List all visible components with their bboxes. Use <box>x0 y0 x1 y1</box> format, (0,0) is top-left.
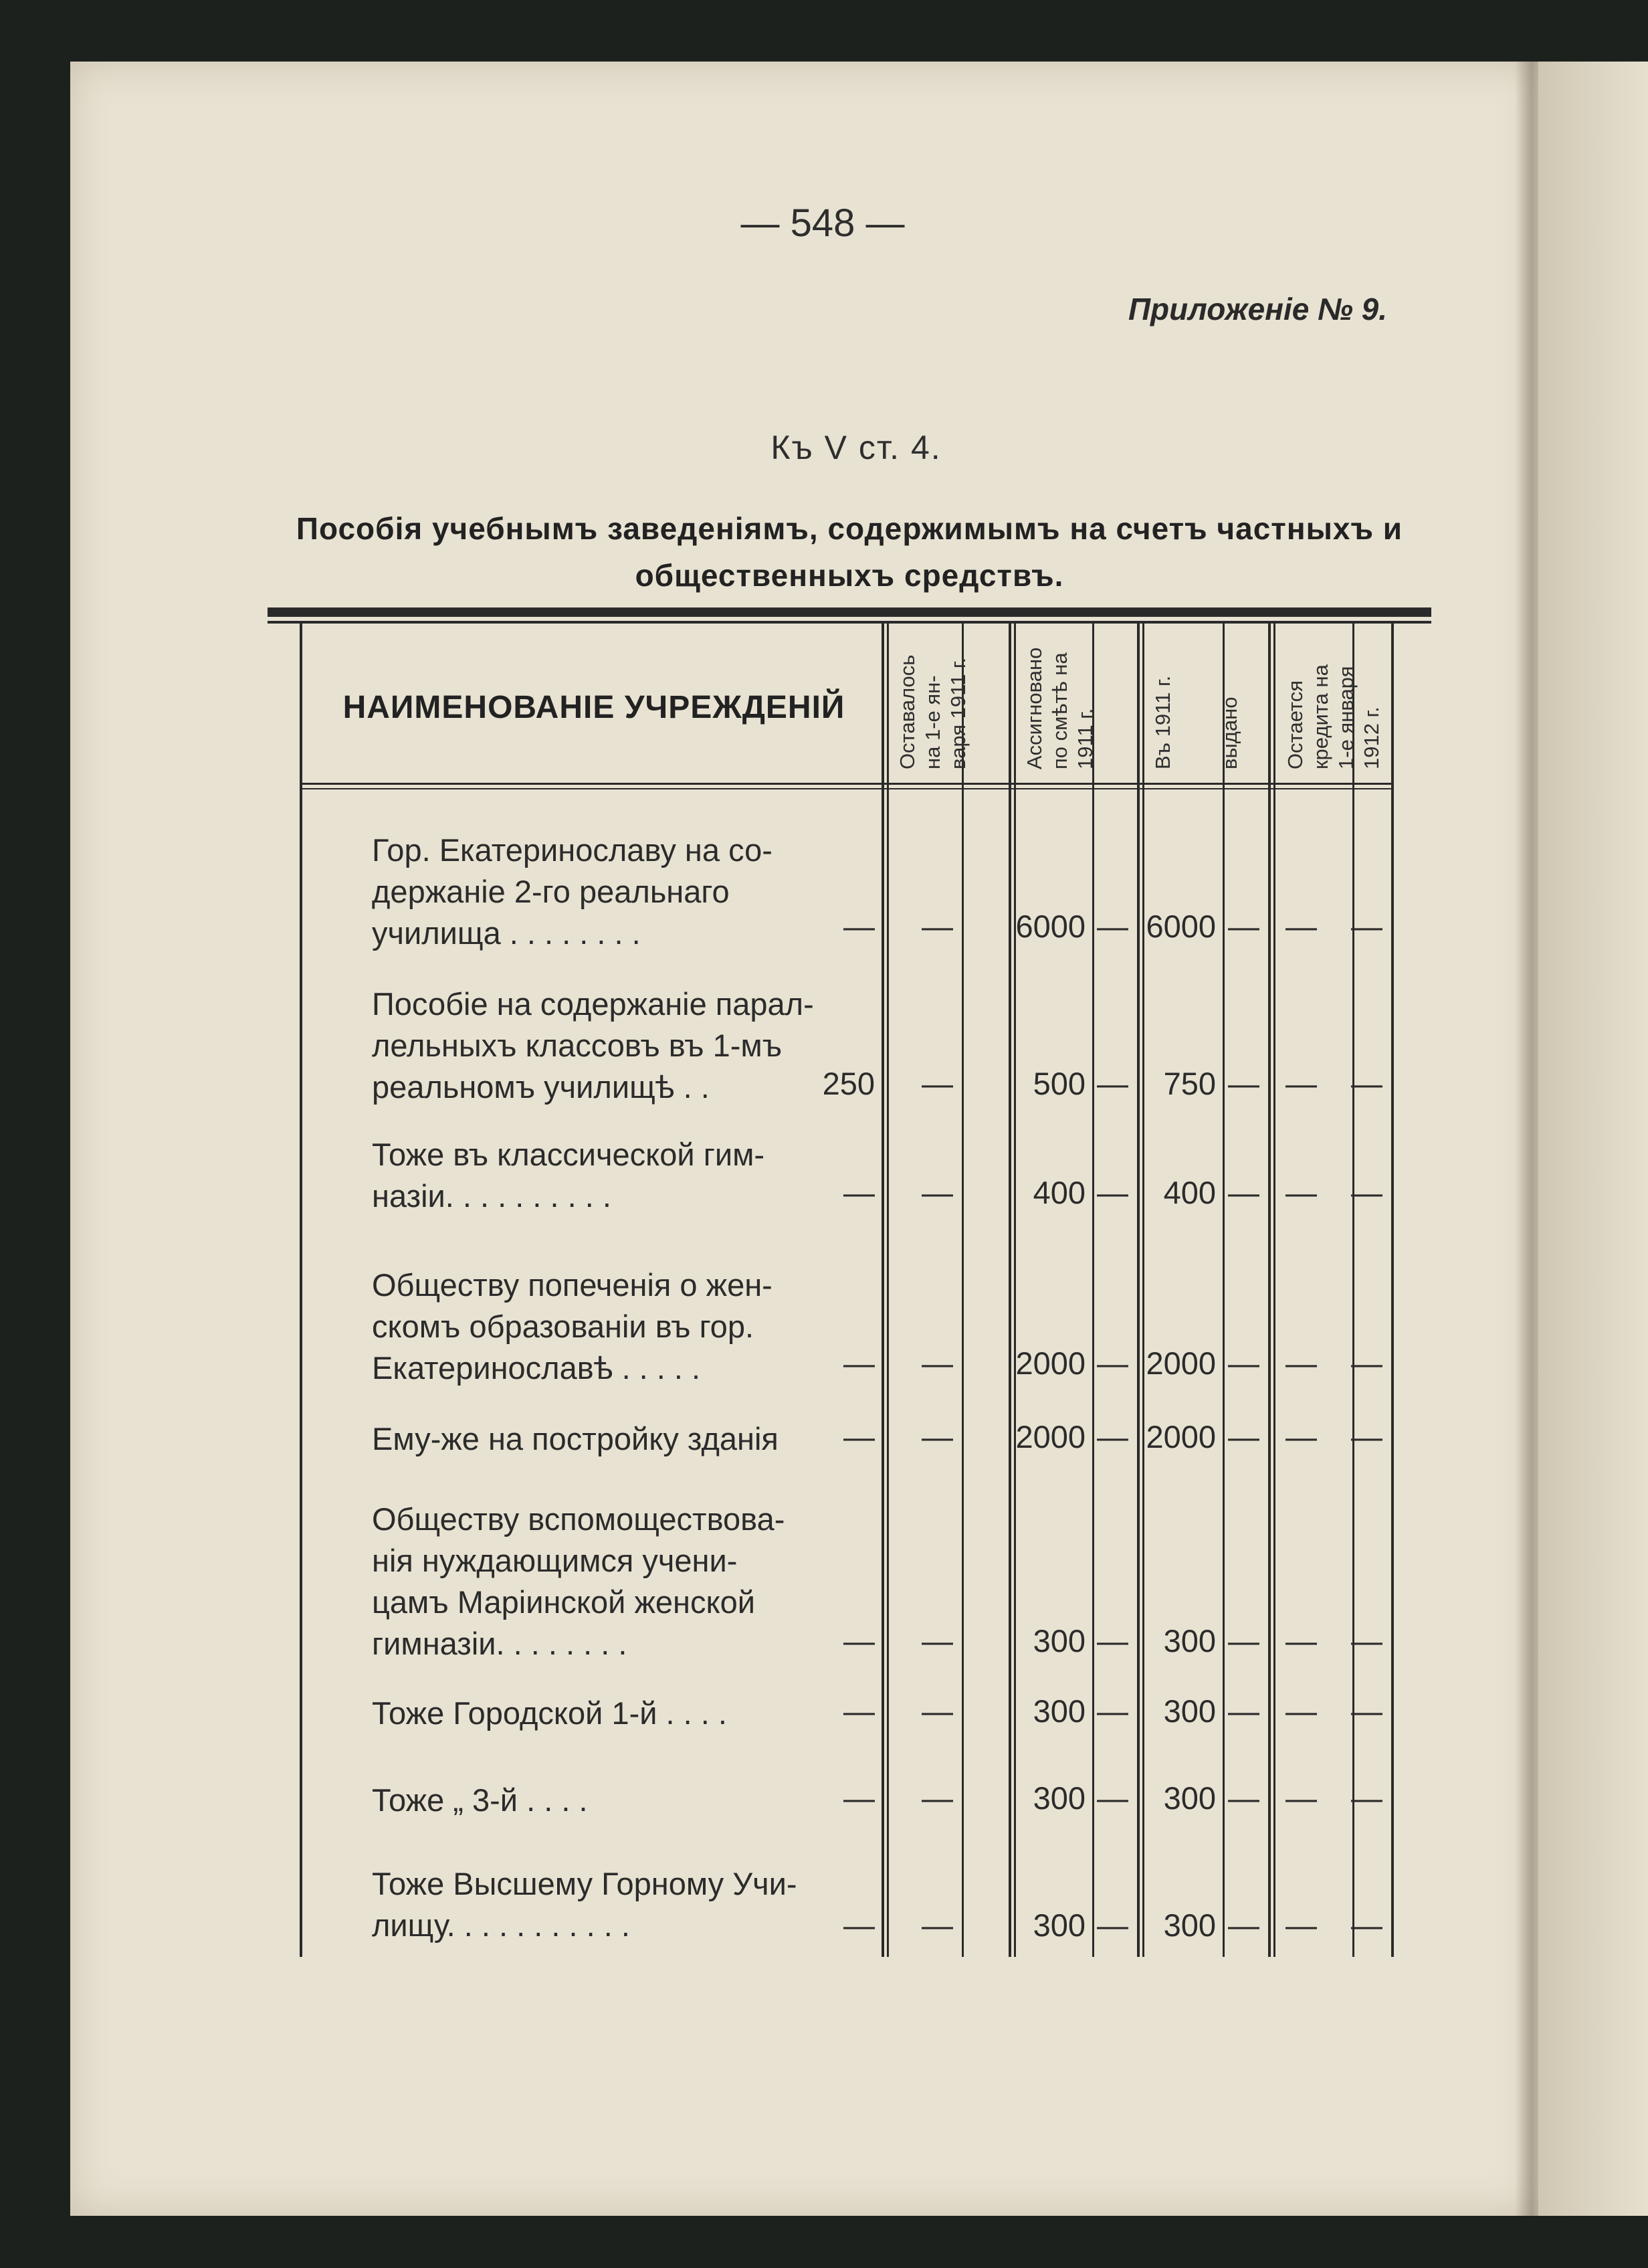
cell-remaining-1911: — <box>843 909 875 944</box>
cell-assigned: 300 <box>1033 1623 1086 1659</box>
row-label-line: Екатеринославѣ . . . . . <box>372 1350 701 1386</box>
cell-issued-k: — <box>1228 1780 1259 1816</box>
column-header: Ассигновано по смѣтѣ на 1911 г. <box>1023 647 1097 769</box>
cell-remaining-1911: — <box>843 1175 875 1210</box>
table-column-rule <box>1391 624 1394 1957</box>
cell-issued-k: — <box>1228 1907 1259 1943</box>
cell-assigned: 300 <box>1033 1780 1086 1816</box>
row-label-line: реальномъ училищѣ . . <box>372 1069 710 1105</box>
table-column-rule <box>1223 624 1225 1957</box>
row-label <box>372 1780 863 1821</box>
column-header: Въ 1911 г. <box>1151 675 1174 769</box>
table-column-rule <box>1142 624 1144 1957</box>
table-column-rule <box>1352 624 1354 1957</box>
cell-assigned: 400 <box>1033 1175 1086 1210</box>
row-label <box>372 983 863 1108</box>
table-top-rule <box>268 607 1431 617</box>
cell-assigned-k: — <box>1097 909 1128 944</box>
article-reference: Къ V ст. 4. <box>770 429 942 466</box>
cell-remaining-1912: — <box>1285 1066 1317 1101</box>
cell-issued-k: — <box>1228 1066 1259 1101</box>
cell-issued: 400 <box>1163 1175 1216 1210</box>
row-label-line: Ему-же на постройку зданія <box>372 1421 779 1456</box>
cell-assigned-k: — <box>1097 1623 1128 1659</box>
cell-remaining-1911: — <box>843 1419 875 1454</box>
cell-issued-k: — <box>1228 1345 1259 1381</box>
cell-remaining-1911-k: — <box>922 1623 953 1659</box>
cell-issued-k: — <box>1228 1693 1259 1729</box>
row-label <box>372 1134 863 1217</box>
row-label-line: Обществу попеченія о жен- <box>372 1267 772 1303</box>
cell-assigned-k: — <box>1097 1693 1128 1729</box>
row-label <box>372 830 863 954</box>
row-label-line: цамъ Маріинской женской <box>372 1584 755 1620</box>
row-label-line: лищу. . . . . . . . . . . <box>372 1907 630 1943</box>
cell-remaining-1911: — <box>843 1780 875 1816</box>
cell-remaining-1912-k: — <box>1351 909 1382 944</box>
table-column-rule <box>1014 624 1016 1957</box>
cell-assigned-k: — <box>1097 1780 1128 1816</box>
cell-remaining-1912-k: — <box>1351 1780 1382 1816</box>
row-label-line: гимназіи. . . . . . . . <box>372 1626 627 1661</box>
column-header: Остается кредита на 1-е января 1912 г. <box>1283 664 1383 769</box>
cell-remaining-1912: — <box>1285 1780 1317 1816</box>
cell-issued: 750 <box>1163 1066 1216 1101</box>
table-column-rule <box>1137 624 1140 1957</box>
table-column-rule <box>1009 624 1011 1957</box>
row-label-line: Пособіе на содержаніе парал- <box>372 986 814 1022</box>
cell-remaining-1911-k: — <box>922 1907 953 1943</box>
row-label <box>372 1264 863 1389</box>
cell-remaining-1912: — <box>1285 1693 1317 1729</box>
row-label-line: Обществу вспомоществова- <box>372 1501 785 1537</box>
row-label-line: скомъ образованіи въ гор. <box>372 1309 754 1344</box>
heading-line-2: общественныхъ средствъ. <box>635 558 1064 593</box>
row-label-line: Тоже Высшему Горному Учи- <box>372 1866 797 1901</box>
cell-remaining-1911-k: — <box>922 1345 953 1381</box>
cell-remaining-1911: — <box>843 1693 875 1729</box>
cell-remaining-1912: — <box>1285 1907 1317 1943</box>
table-column-rule <box>1092 624 1094 1957</box>
table-column-rule <box>1273 624 1275 1957</box>
cell-remaining-1912-k: — <box>1351 1345 1382 1381</box>
cell-assigned: 300 <box>1033 1907 1086 1943</box>
cell-remaining-1911-k: — <box>922 1066 953 1101</box>
facing-page <box>1538 62 1648 2216</box>
cell-remaining-1911: — <box>843 1345 875 1381</box>
cell-assigned: 6000 <box>1015 909 1086 944</box>
heading-line-1: Пособія учебнымъ заведеніямъ, содержимымъ на счетъ частныхъ и <box>296 511 1403 546</box>
cell-issued: 300 <box>1163 1623 1216 1659</box>
row-label <box>372 1863 863 1946</box>
cell-remaining-1911: 250 <box>822 1066 875 1101</box>
row-label <box>372 1499 863 1665</box>
table-column-rule <box>887 624 889 1957</box>
cell-issued: 2000 <box>1146 1345 1216 1381</box>
cell-assigned: 300 <box>1033 1693 1086 1729</box>
cell-remaining-1912: — <box>1285 909 1317 944</box>
cell-assigned-k: — <box>1097 1907 1128 1943</box>
cell-issued: 300 <box>1163 1907 1216 1943</box>
row-label-line: Тоже „ 3-й . . . . <box>372 1782 588 1818</box>
row-label-line: нія нуждающимся учени- <box>372 1543 738 1578</box>
table-heading <box>281 505 1418 599</box>
cell-remaining-1912: — <box>1285 1345 1317 1381</box>
cell-remaining-1912-k: — <box>1351 1907 1382 1943</box>
name-column-header: НАИМЕНОВАНІЕ УЧРЕЖДЕНІЙ <box>342 690 845 725</box>
cell-remaining-1911-k: — <box>922 909 953 944</box>
cell-remaining-1912-k: — <box>1351 1175 1382 1210</box>
row-label-line: Гор. Екатеринославу на со- <box>372 832 772 868</box>
cell-remaining-1912-k: — <box>1351 1623 1382 1659</box>
table-top-rule-thin <box>268 621 1431 624</box>
row-label-line: Тоже Городской 1-й . . . . <box>372 1695 727 1731</box>
header-bottom-rule-2 <box>300 788 1394 789</box>
page-number: — 548 — <box>740 201 905 245</box>
cell-remaining-1911: — <box>843 1623 875 1659</box>
table-column-rule <box>300 624 302 1957</box>
cell-assigned-k: — <box>1097 1345 1128 1381</box>
cell-remaining-1911: — <box>843 1907 875 1943</box>
appendix-label: Приложеніе № 9. <box>1128 292 1387 326</box>
cell-assigned: 2000 <box>1015 1345 1086 1381</box>
cell-issued-k: — <box>1228 909 1259 944</box>
row-label <box>372 1418 863 1460</box>
column-header: Оставалось на 1-е ян- варя 1911 г. <box>896 654 970 769</box>
cell-remaining-1911-k: — <box>922 1175 953 1210</box>
row-label-line: держаніе 2-го реальнаго <box>372 874 730 909</box>
column-header: выдано <box>1218 696 1241 769</box>
cell-remaining-1912: — <box>1285 1623 1317 1659</box>
cell-issued: 2000 <box>1146 1419 1216 1454</box>
cell-remaining-1911-k: — <box>922 1780 953 1816</box>
cell-remaining-1912-k: — <box>1351 1419 1382 1454</box>
cell-remaining-1912-k: — <box>1351 1066 1382 1101</box>
cell-remaining-1911-k: — <box>922 1419 953 1454</box>
cell-issued: 6000 <box>1146 909 1216 944</box>
row-label-line: назіи. . . . . . . . . . <box>372 1178 611 1214</box>
cell-issued-k: — <box>1228 1623 1259 1659</box>
cell-remaining-1912: — <box>1285 1419 1317 1454</box>
table-column-rule <box>962 624 964 1957</box>
row-label-line: лельныхъ классовъ въ 1-мъ <box>372 1028 783 1063</box>
cell-assigned: 2000 <box>1015 1419 1086 1454</box>
cell-issued-k: — <box>1228 1419 1259 1454</box>
cell-assigned-k: — <box>1097 1419 1128 1454</box>
cell-remaining-1911-k: — <box>922 1693 953 1729</box>
table-column-rule <box>1268 624 1271 1957</box>
cell-issued: 300 <box>1163 1693 1216 1729</box>
row-label <box>372 1693 863 1734</box>
row-label-line: Тоже въ классической гим- <box>372 1137 765 1172</box>
table-column-rule <box>882 624 884 1957</box>
cell-remaining-1912-k: — <box>1351 1693 1382 1729</box>
row-label-line: училища . . . . . . . . <box>372 915 641 951</box>
cell-assigned: 500 <box>1033 1066 1086 1101</box>
header-bottom-rule <box>300 783 1394 785</box>
cell-assigned-k: — <box>1097 1066 1128 1101</box>
cell-remaining-1912: — <box>1285 1175 1317 1210</box>
cell-assigned-k: — <box>1097 1175 1128 1210</box>
cell-issued: 300 <box>1163 1780 1216 1816</box>
cell-issued-k: — <box>1228 1175 1259 1210</box>
